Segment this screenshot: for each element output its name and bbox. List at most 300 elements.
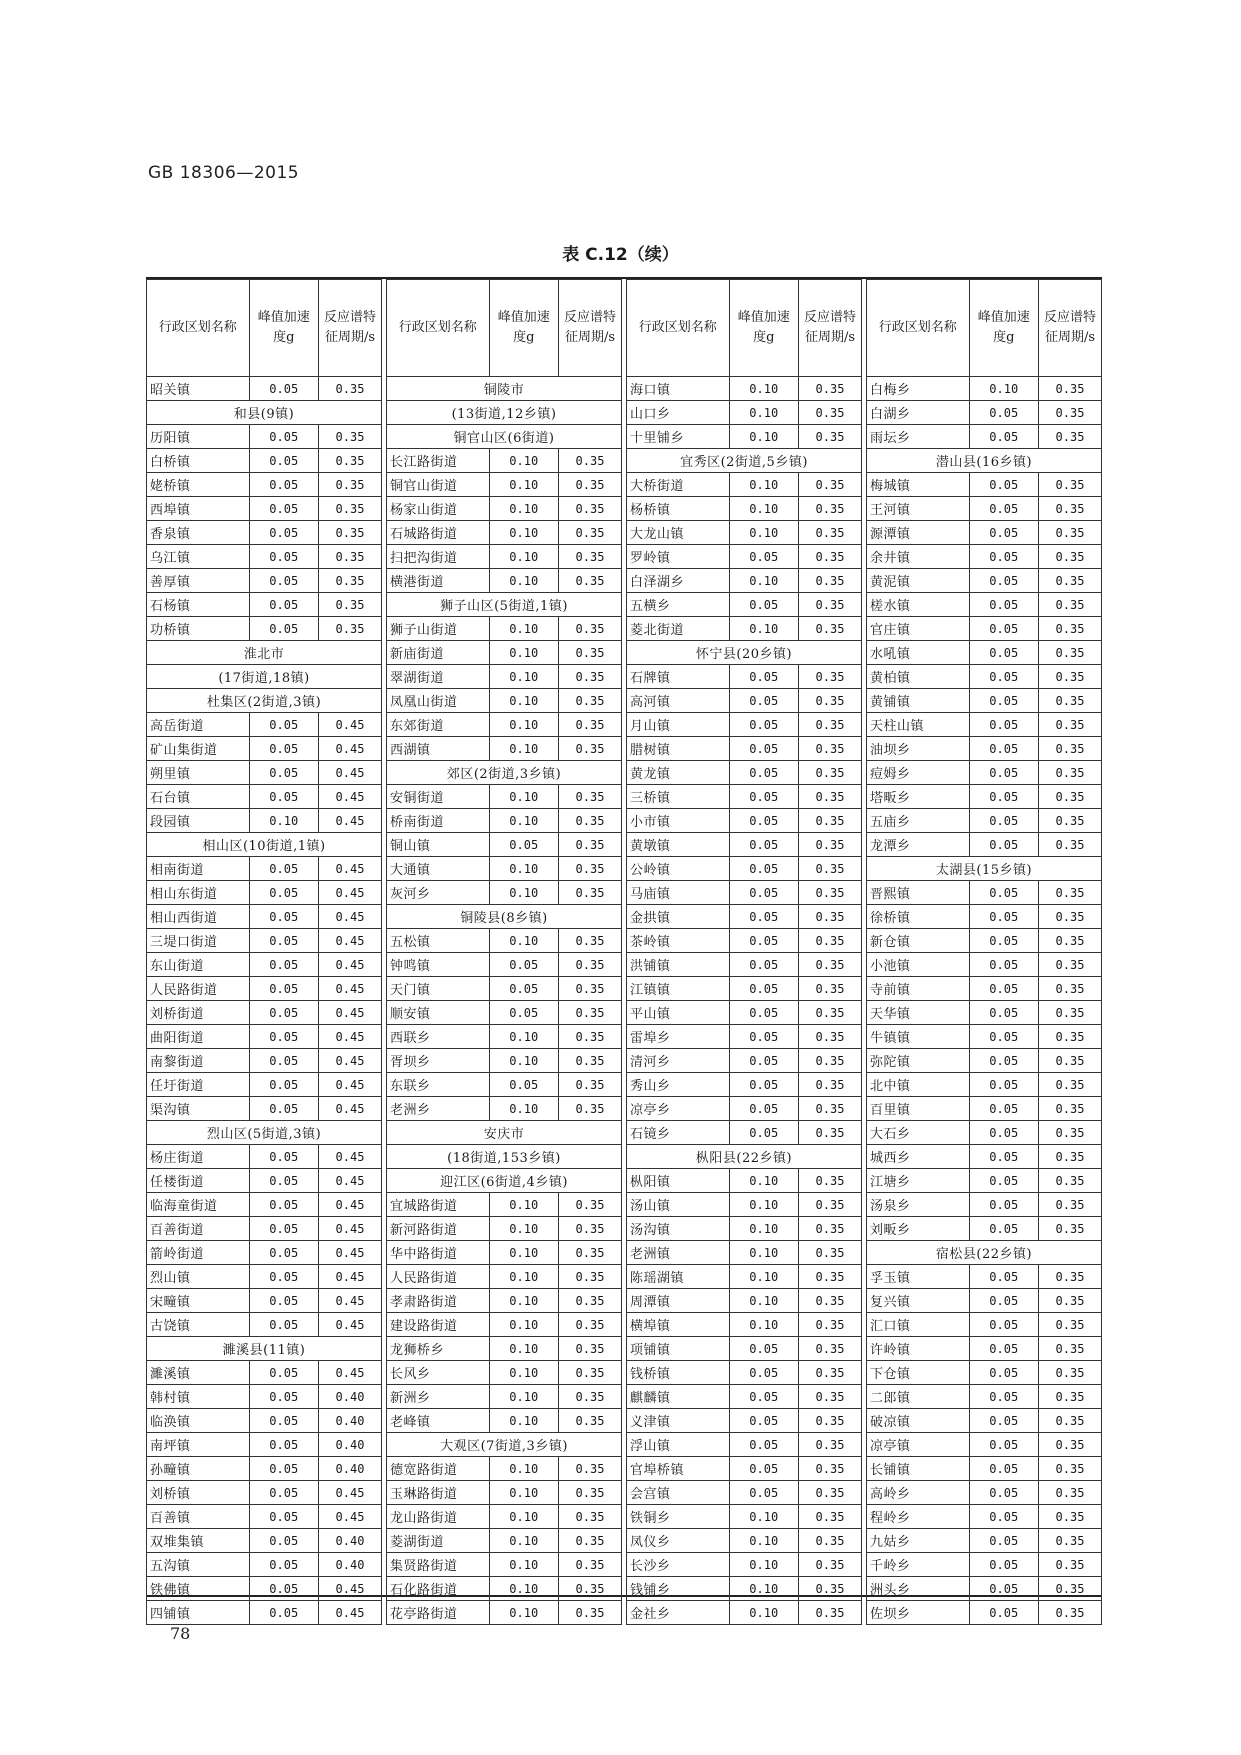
division-name: 复兴镇 bbox=[867, 1289, 970, 1313]
division-name: 徐桥镇 bbox=[867, 905, 970, 929]
table-row bbox=[387, 1457, 622, 1481]
column-header-name: 行政区划名称 bbox=[387, 280, 490, 377]
pga-value: 0.05 bbox=[969, 1433, 1038, 1457]
pga-value: 0.05 bbox=[249, 1553, 318, 1577]
table-row bbox=[627, 953, 862, 977]
table-caption: 表 C.12（续） bbox=[562, 245, 679, 265]
pga-value: 0.05 bbox=[969, 1001, 1038, 1025]
table-row bbox=[387, 1265, 622, 1289]
pga-value: 0.05 bbox=[249, 1529, 318, 1553]
pga-value: 0.05 bbox=[969, 521, 1038, 545]
table-row bbox=[387, 881, 622, 905]
table-row bbox=[867, 929, 1102, 953]
division-name: 百里镇 bbox=[867, 1097, 970, 1121]
period-value: 0.35 bbox=[798, 1289, 861, 1313]
table-row bbox=[867, 1145, 1102, 1169]
pga-value: 0.05 bbox=[969, 1097, 1038, 1121]
table-row bbox=[387, 1097, 622, 1121]
division-name: 小池镇 bbox=[867, 953, 970, 977]
table-row bbox=[627, 521, 862, 545]
division-name: 白泽湖乡 bbox=[627, 569, 730, 593]
table-row bbox=[627, 689, 862, 713]
division-name: 老洲镇 bbox=[627, 1241, 730, 1265]
period-value: 0.35 bbox=[1038, 905, 1101, 929]
division-name: 白梅乡 bbox=[867, 377, 970, 401]
period-value: 0.35 bbox=[1038, 953, 1101, 977]
column-header-pga: 峰值加速度g bbox=[249, 280, 318, 377]
period-value: 0.35 bbox=[558, 1289, 621, 1313]
period-value: 0.35 bbox=[318, 617, 381, 641]
table-row bbox=[627, 857, 862, 881]
period-value: 0.35 bbox=[1038, 1025, 1101, 1049]
division-name: 海口镇 bbox=[627, 377, 730, 401]
table-row bbox=[387, 521, 622, 545]
table-row bbox=[627, 1577, 862, 1601]
pga-value: 0.05 bbox=[729, 689, 798, 713]
table-row bbox=[627, 977, 862, 1001]
pga-value: 0.10 bbox=[729, 521, 798, 545]
table-row bbox=[627, 1433, 862, 1457]
pga-value: 0.05 bbox=[249, 1025, 318, 1049]
period-value: 0.35 bbox=[798, 617, 861, 641]
table-row bbox=[627, 1529, 862, 1553]
division-name: 西湖镇 bbox=[387, 737, 490, 761]
period-value: 0.35 bbox=[1038, 1313, 1101, 1337]
pga-value: 0.05 bbox=[729, 857, 798, 881]
division-name: 昭关镇 bbox=[147, 377, 250, 401]
pga-value: 0.10 bbox=[489, 1193, 558, 1217]
division-name: 公岭镇 bbox=[627, 857, 730, 881]
period-value: 0.35 bbox=[798, 593, 861, 617]
table-row bbox=[867, 665, 1102, 689]
pga-value: 0.05 bbox=[969, 1193, 1038, 1217]
pga-value: 0.05 bbox=[729, 1049, 798, 1073]
table-row bbox=[867, 401, 1102, 425]
division-name: 王河镇 bbox=[867, 497, 970, 521]
period-value: 0.35 bbox=[1038, 1121, 1101, 1145]
period-value: 0.35 bbox=[798, 1505, 861, 1529]
division-name: 麒麟镇 bbox=[627, 1385, 730, 1409]
division-name: 杨庄街道 bbox=[147, 1145, 250, 1169]
pga-value: 0.05 bbox=[969, 1145, 1038, 1169]
table-row bbox=[387, 545, 622, 569]
period-value: 0.35 bbox=[798, 785, 861, 809]
pga-value: 0.05 bbox=[729, 881, 798, 905]
table-row bbox=[387, 1337, 622, 1361]
table-row bbox=[627, 1505, 862, 1529]
division-name: 铁铜乡 bbox=[627, 1505, 730, 1529]
division-name: 黄铺镇 bbox=[867, 689, 970, 713]
group-row bbox=[627, 449, 862, 473]
period-value: 0.35 bbox=[558, 1361, 621, 1385]
period-value: 0.45 bbox=[318, 857, 381, 881]
division-name: 曲阳街道 bbox=[147, 1025, 250, 1049]
period-value: 0.35 bbox=[558, 689, 621, 713]
table-row bbox=[387, 1193, 622, 1217]
period-value: 0.35 bbox=[558, 1601, 621, 1625]
pga-value: 0.05 bbox=[249, 1241, 318, 1265]
period-value: 0.35 bbox=[798, 857, 861, 881]
table-row bbox=[147, 977, 382, 1001]
table-row bbox=[387, 1553, 622, 1577]
pga-value: 0.05 bbox=[249, 1481, 318, 1505]
period-value: 0.35 bbox=[1038, 1361, 1101, 1385]
pga-value: 0.05 bbox=[729, 1073, 798, 1097]
division-name: 五沟镇 bbox=[147, 1553, 250, 1577]
period-value: 0.35 bbox=[798, 1601, 861, 1625]
group-heading: 大观区(7街道,3乡镇) bbox=[387, 1433, 622, 1457]
division-name: 胥坝乡 bbox=[387, 1049, 490, 1073]
period-value: 0.35 bbox=[1038, 1097, 1101, 1121]
group-heading: 宿松县(22乡镇) bbox=[867, 1241, 1102, 1265]
period-value: 0.35 bbox=[558, 1409, 621, 1433]
division-name: 刘桥镇 bbox=[147, 1481, 250, 1505]
pga-value: 0.05 bbox=[249, 1097, 318, 1121]
period-value: 0.45 bbox=[318, 1505, 381, 1529]
period-value: 0.35 bbox=[1038, 521, 1101, 545]
division-name: 玉琳路街道 bbox=[387, 1481, 490, 1505]
division-name: 矿山集街道 bbox=[147, 737, 250, 761]
period-value: 0.35 bbox=[558, 1577, 621, 1601]
period-value: 0.35 bbox=[318, 545, 381, 569]
group-heading: 杜集区(2街道,3镇) bbox=[147, 689, 382, 713]
division-name: 雨坛乡 bbox=[867, 425, 970, 449]
period-value: 0.35 bbox=[1038, 1505, 1101, 1529]
group-row bbox=[147, 1121, 382, 1145]
period-value: 0.35 bbox=[558, 1217, 621, 1241]
division-name: 余井镇 bbox=[867, 545, 970, 569]
division-name: 大桥街道 bbox=[627, 473, 730, 497]
period-value: 0.35 bbox=[558, 1337, 621, 1361]
division-name: 凉亭镇 bbox=[867, 1433, 970, 1457]
table-row bbox=[867, 545, 1102, 569]
table-row bbox=[627, 593, 862, 617]
group-row bbox=[867, 857, 1102, 881]
period-value: 0.35 bbox=[798, 713, 861, 737]
period-value: 0.35 bbox=[318, 425, 381, 449]
pga-value: 0.10 bbox=[489, 1385, 558, 1409]
table-row bbox=[627, 545, 862, 569]
group-heading: (17街道,18镇) bbox=[147, 665, 382, 689]
table-row bbox=[387, 1073, 622, 1097]
division-name: 人民路街道 bbox=[387, 1265, 490, 1289]
pga-value: 0.10 bbox=[489, 1337, 558, 1361]
period-value: 0.45 bbox=[318, 1265, 381, 1289]
table-row bbox=[627, 1457, 862, 1481]
period-value: 0.35 bbox=[798, 473, 861, 497]
period-value: 0.35 bbox=[1038, 1385, 1101, 1409]
pga-value: 0.05 bbox=[729, 1097, 798, 1121]
division-name: 菱湖街道 bbox=[387, 1529, 490, 1553]
period-value: 0.35 bbox=[798, 497, 861, 521]
pga-value: 0.05 bbox=[729, 953, 798, 977]
group-row bbox=[387, 401, 622, 425]
period-value: 0.35 bbox=[798, 1049, 861, 1073]
pga-value: 0.05 bbox=[969, 593, 1038, 617]
column-header-pga: 峰值加速度g bbox=[729, 280, 798, 377]
period-value: 0.35 bbox=[558, 641, 621, 665]
division-name: 江塘乡 bbox=[867, 1169, 970, 1193]
division-name: 洲头乡 bbox=[867, 1577, 970, 1601]
pga-value: 0.05 bbox=[249, 1433, 318, 1457]
division-name: 长风乡 bbox=[387, 1361, 490, 1385]
table-row bbox=[147, 785, 382, 809]
pga-value: 0.05 bbox=[969, 1553, 1038, 1577]
period-value: 0.35 bbox=[1038, 1409, 1101, 1433]
pga-value: 0.05 bbox=[969, 665, 1038, 689]
table-row bbox=[627, 401, 862, 425]
pga-value: 0.05 bbox=[249, 1385, 318, 1409]
period-value: 0.35 bbox=[318, 521, 381, 545]
pga-value: 0.05 bbox=[249, 905, 318, 929]
period-value: 0.35 bbox=[558, 977, 621, 1001]
period-value: 0.45 bbox=[318, 1361, 381, 1385]
period-value: 0.35 bbox=[1038, 1001, 1101, 1025]
period-value: 0.35 bbox=[318, 449, 381, 473]
table-row bbox=[867, 977, 1102, 1001]
group-row bbox=[867, 449, 1102, 473]
period-value: 0.45 bbox=[318, 929, 381, 953]
division-name: 相南街道 bbox=[147, 857, 250, 881]
pga-value: 0.05 bbox=[969, 1337, 1038, 1361]
period-value: 0.35 bbox=[558, 785, 621, 809]
division-name: 濉溪镇 bbox=[147, 1361, 250, 1385]
group-heading: 郊区(2街道,3乡镇) bbox=[387, 761, 622, 785]
table-row bbox=[627, 1313, 862, 1337]
table-row bbox=[867, 1193, 1102, 1217]
group-heading: 迎江区(6街道,4乡镇) bbox=[387, 1169, 622, 1193]
division-name: 花亭路街道 bbox=[387, 1601, 490, 1625]
table-row bbox=[867, 809, 1102, 833]
period-value: 0.35 bbox=[558, 929, 621, 953]
table-row bbox=[867, 1073, 1102, 1097]
pga-value: 0.10 bbox=[489, 809, 558, 833]
division-name: 老峰镇 bbox=[387, 1409, 490, 1433]
table-row bbox=[147, 1241, 382, 1265]
table-row bbox=[867, 689, 1102, 713]
period-value: 0.35 bbox=[798, 1241, 861, 1265]
period-value: 0.35 bbox=[1038, 761, 1101, 785]
division-name: 横埠镇 bbox=[627, 1313, 730, 1337]
column-header-period: 反应谱特征周期/s bbox=[558, 280, 621, 377]
division-name: 四铺镇 bbox=[147, 1601, 250, 1625]
division-name: 段园镇 bbox=[147, 809, 250, 833]
group-heading: 铜陵市 bbox=[387, 377, 622, 401]
table-row bbox=[627, 737, 862, 761]
pga-value: 0.05 bbox=[969, 1481, 1038, 1505]
pga-value: 0.05 bbox=[729, 545, 798, 569]
pga-value: 0.05 bbox=[249, 1193, 318, 1217]
table-row bbox=[627, 713, 862, 737]
period-value: 0.35 bbox=[558, 833, 621, 857]
period-value: 0.40 bbox=[318, 1385, 381, 1409]
pga-value: 0.05 bbox=[729, 1433, 798, 1457]
pga-value: 0.10 bbox=[489, 1289, 558, 1313]
pga-value: 0.10 bbox=[489, 1505, 558, 1529]
data-table-container bbox=[146, 277, 1102, 1622]
period-value: 0.35 bbox=[798, 1337, 861, 1361]
period-value: 0.35 bbox=[318, 569, 381, 593]
pga-value: 0.05 bbox=[969, 1265, 1038, 1289]
period-value: 0.35 bbox=[798, 1313, 861, 1337]
pga-value: 0.10 bbox=[489, 785, 558, 809]
period-value: 0.35 bbox=[558, 1001, 621, 1025]
period-value: 0.35 bbox=[798, 761, 861, 785]
table-row bbox=[867, 713, 1102, 737]
pga-value: 0.10 bbox=[489, 1481, 558, 1505]
period-value: 0.45 bbox=[318, 977, 381, 1001]
standard-code: GB 18306—2015 bbox=[148, 163, 300, 183]
division-name: 马庙镇 bbox=[627, 881, 730, 905]
column-header-pga: 峰值加速度g bbox=[969, 280, 1038, 377]
pga-value: 0.10 bbox=[489, 1217, 558, 1241]
group-row bbox=[627, 1145, 862, 1169]
division-name: 佐坝乡 bbox=[867, 1601, 970, 1625]
table-row bbox=[147, 1505, 382, 1529]
division-name: 西埠镇 bbox=[147, 497, 250, 521]
period-value: 0.35 bbox=[558, 881, 621, 905]
pga-value: 0.10 bbox=[729, 1169, 798, 1193]
period-value: 0.35 bbox=[1038, 425, 1101, 449]
period-value: 0.35 bbox=[558, 857, 621, 881]
table-row bbox=[147, 1193, 382, 1217]
division-name: 龙狮桥乡 bbox=[387, 1337, 490, 1361]
period-value: 0.35 bbox=[798, 1553, 861, 1577]
group-heading: 铜官山区(6街道) bbox=[387, 425, 622, 449]
division-name: 三桥镇 bbox=[627, 785, 730, 809]
table-row bbox=[627, 1409, 862, 1433]
pga-value: 0.10 bbox=[729, 497, 798, 521]
period-value: 0.45 bbox=[318, 809, 381, 833]
division-name: 项铺镇 bbox=[627, 1337, 730, 1361]
division-name: 金拱镇 bbox=[627, 905, 730, 929]
pga-value: 0.05 bbox=[969, 713, 1038, 737]
period-value: 0.35 bbox=[798, 1457, 861, 1481]
group-row bbox=[147, 641, 382, 665]
table-row bbox=[147, 1217, 382, 1241]
table-row bbox=[867, 1001, 1102, 1025]
division-name: 乌江镇 bbox=[147, 545, 250, 569]
pga-value: 0.10 bbox=[489, 1529, 558, 1553]
pga-value: 0.10 bbox=[489, 1241, 558, 1265]
period-value: 0.35 bbox=[318, 593, 381, 617]
division-name: 弥陀镇 bbox=[867, 1049, 970, 1073]
table-row bbox=[147, 473, 382, 497]
pga-value: 0.10 bbox=[489, 713, 558, 737]
table-row bbox=[627, 1553, 862, 1577]
period-value: 0.35 bbox=[798, 425, 861, 449]
table-row bbox=[867, 1481, 1102, 1505]
pga-value: 0.10 bbox=[489, 1577, 558, 1601]
period-value: 0.35 bbox=[798, 1433, 861, 1457]
pga-value: 0.05 bbox=[969, 761, 1038, 785]
column-header-name: 行政区划名称 bbox=[147, 280, 250, 377]
period-value: 0.35 bbox=[558, 1073, 621, 1097]
division-name: 汤泉乡 bbox=[867, 1193, 970, 1217]
pga-value: 0.05 bbox=[729, 1337, 798, 1361]
pga-value: 0.05 bbox=[969, 425, 1038, 449]
pga-value: 0.10 bbox=[729, 1193, 798, 1217]
division-name: 天华镇 bbox=[867, 1001, 970, 1025]
period-value: 0.35 bbox=[558, 1193, 621, 1217]
pga-value: 0.05 bbox=[249, 1601, 318, 1625]
table-row bbox=[627, 1169, 862, 1193]
group-row bbox=[387, 1145, 622, 1169]
table-block-1 bbox=[146, 279, 382, 1625]
period-value: 0.45 bbox=[318, 881, 381, 905]
pga-value: 0.05 bbox=[249, 857, 318, 881]
division-name: 长铺镇 bbox=[867, 1457, 970, 1481]
pga-value: 0.05 bbox=[969, 545, 1038, 569]
division-name: 清河乡 bbox=[627, 1049, 730, 1073]
division-name: 孙疃镇 bbox=[147, 1457, 250, 1481]
table-row bbox=[147, 1433, 382, 1457]
table-row bbox=[867, 473, 1102, 497]
table-row bbox=[867, 833, 1102, 857]
period-value: 0.35 bbox=[798, 1073, 861, 1097]
period-value: 0.35 bbox=[558, 569, 621, 593]
table-row bbox=[627, 1025, 862, 1049]
division-name: 双堆集镇 bbox=[147, 1529, 250, 1553]
pga-value: 0.05 bbox=[969, 401, 1038, 425]
period-value: 0.35 bbox=[1038, 1049, 1101, 1073]
period-value: 0.35 bbox=[798, 905, 861, 929]
division-name: 孚玉镇 bbox=[867, 1265, 970, 1289]
division-name: 人民路街道 bbox=[147, 977, 250, 1001]
division-name: 南坪镇 bbox=[147, 1433, 250, 1457]
table-row bbox=[147, 1385, 382, 1409]
table-row bbox=[627, 1217, 862, 1241]
group-row bbox=[387, 761, 622, 785]
pga-value: 0.05 bbox=[249, 953, 318, 977]
pga-value: 0.10 bbox=[729, 1241, 798, 1265]
period-value: 0.35 bbox=[798, 377, 861, 401]
period-value: 0.35 bbox=[1038, 617, 1101, 641]
division-name: 大通镇 bbox=[387, 857, 490, 881]
division-name: 安铜街道 bbox=[387, 785, 490, 809]
division-name: 西联乡 bbox=[387, 1025, 490, 1049]
table-row bbox=[627, 497, 862, 521]
pga-value: 0.05 bbox=[249, 1145, 318, 1169]
group-heading: 烈山区(5街道,3镇) bbox=[147, 1121, 382, 1145]
period-value: 0.35 bbox=[1038, 1577, 1101, 1601]
period-value: 0.35 bbox=[1038, 593, 1101, 617]
period-value: 0.35 bbox=[318, 497, 381, 521]
table-row bbox=[627, 377, 862, 401]
period-value: 0.35 bbox=[558, 665, 621, 689]
pga-value: 0.10 bbox=[249, 809, 318, 833]
division-name: 官庄镇 bbox=[867, 617, 970, 641]
period-value: 0.35 bbox=[1038, 809, 1101, 833]
table-row bbox=[627, 1601, 862, 1625]
division-name: 破凉镇 bbox=[867, 1409, 970, 1433]
division-name: 九姑乡 bbox=[867, 1529, 970, 1553]
group-row bbox=[147, 1337, 382, 1361]
pga-value: 0.10 bbox=[489, 881, 558, 905]
table-row bbox=[387, 449, 622, 473]
column-header-name: 行政区划名称 bbox=[867, 280, 970, 377]
period-value: 0.35 bbox=[558, 1025, 621, 1049]
period-value: 0.35 bbox=[798, 665, 861, 689]
division-name: 任圩街道 bbox=[147, 1073, 250, 1097]
pga-value: 0.10 bbox=[489, 617, 558, 641]
pga-value: 0.05 bbox=[969, 1289, 1038, 1313]
pga-value: 0.10 bbox=[489, 1313, 558, 1337]
pga-value: 0.05 bbox=[729, 1481, 798, 1505]
pga-value: 0.05 bbox=[489, 1073, 558, 1097]
pga-value: 0.10 bbox=[489, 473, 558, 497]
period-value: 0.35 bbox=[798, 1409, 861, 1433]
